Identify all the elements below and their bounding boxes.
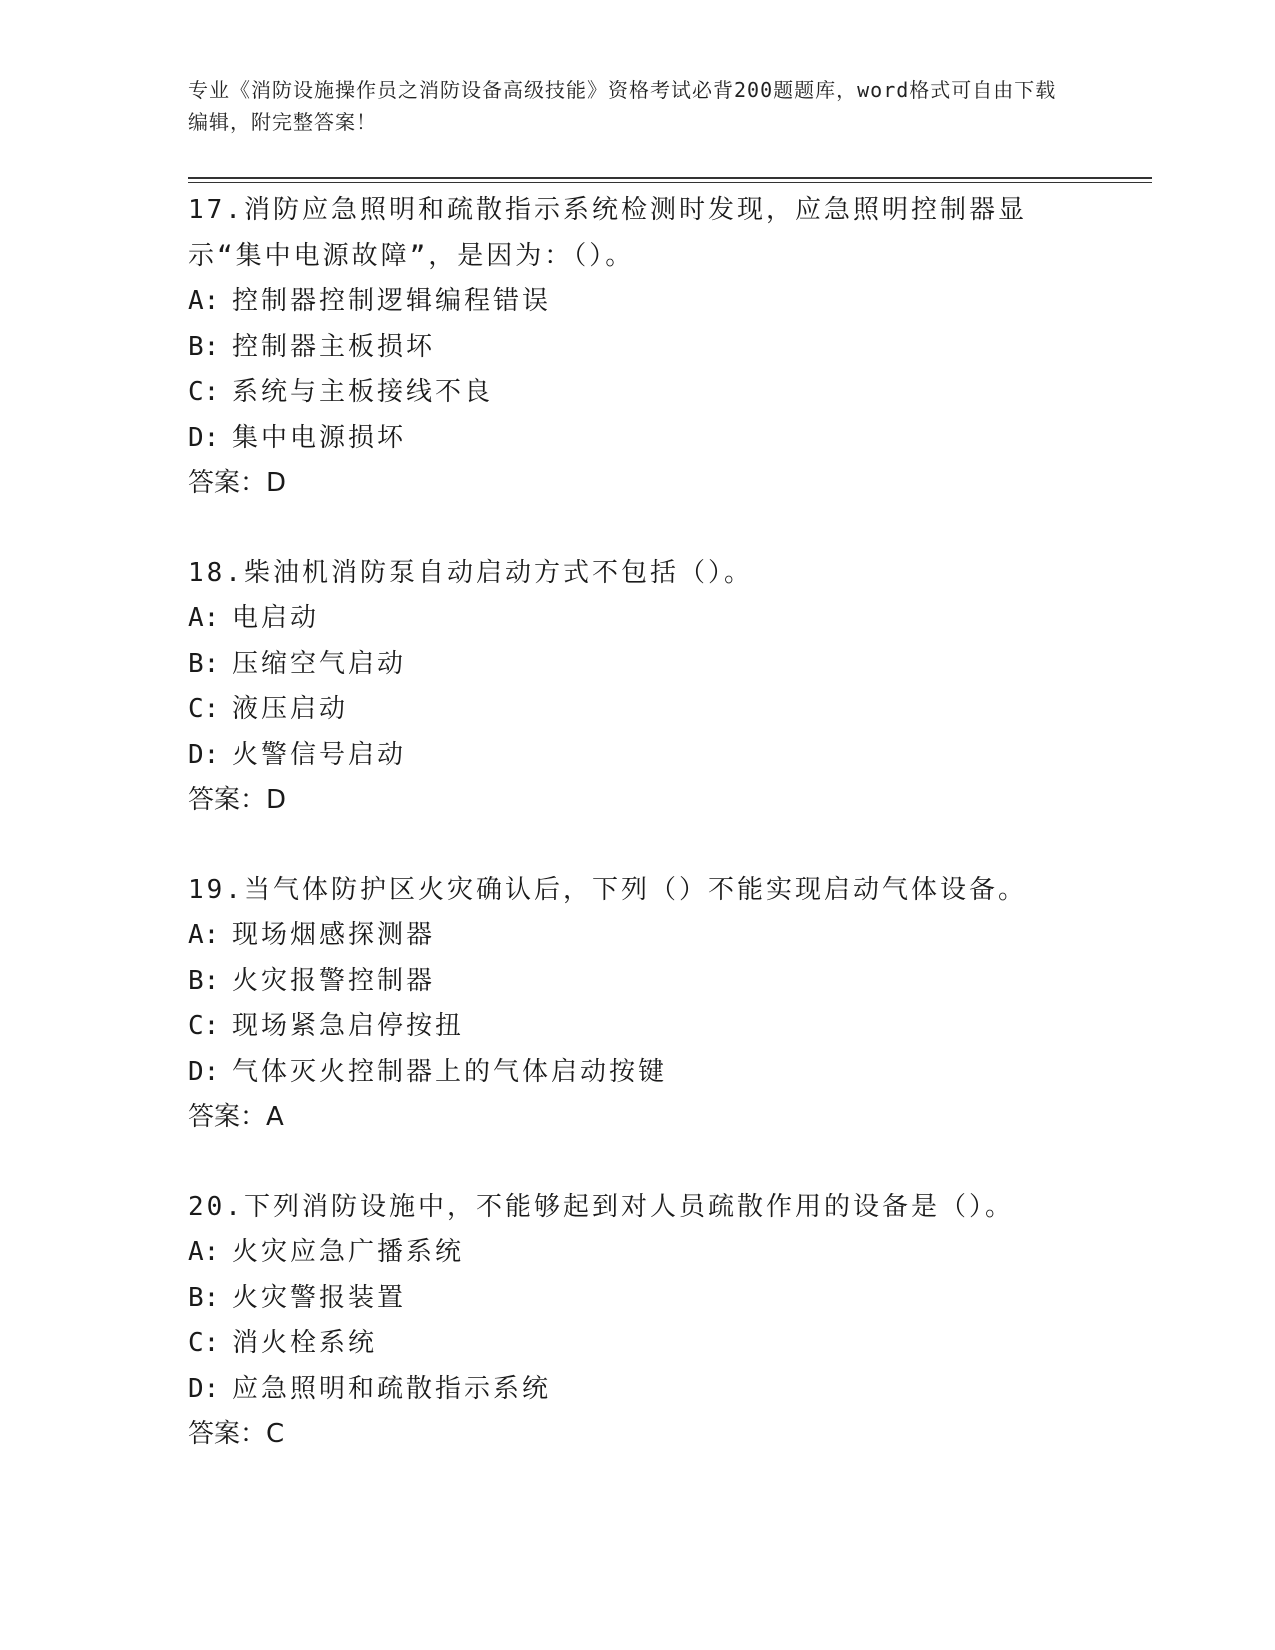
option-text: 火灾警报装置 — [232, 1282, 407, 1313]
option-text: 现场紧急启停按扭 — [232, 1011, 465, 1041]
option-letter: A: — [188, 1237, 220, 1267]
option-b — [188, 1276, 1088, 1322]
option-text: 气体灭火控制器上的气体启动按键 — [232, 1056, 668, 1087]
question-20 — [188, 1185, 1088, 1458]
option-text: 火灾报警控制器 — [232, 965, 436, 996]
question-stem: 20.下列消防设施中，不能够起到对人员疏散作用的设备是（）。 — [188, 1191, 1014, 1222]
question-19 — [188, 868, 1088, 1141]
option-letter: A: — [188, 920, 220, 950]
option-c — [188, 1321, 1088, 1367]
question-stem: 17.消防应急照明和疏散指示系统检测时发现，应急照明控制器显示“集中电源故障”，是因为：（）。 — [188, 195, 1027, 271]
question-stem: 19.当气体防护区火灾确认后，下列（）不能实现启动气体设备。 — [188, 874, 1027, 905]
option-letter: C: — [188, 1328, 220, 1358]
header-divider-thick — [188, 177, 1152, 179]
question-18 — [188, 551, 1088, 824]
document-header: 专业《消防设施操作员之消防设备高级技能》资格考试必背200题题库，word格式可自由下载编辑，附完整答案！ — [188, 78, 1057, 134]
option-letter: C: — [188, 694, 220, 724]
option-text: 电启动 — [232, 603, 320, 633]
option-letter: B: — [188, 965, 220, 996]
option-a — [188, 913, 1088, 959]
option-text: 控制器控制逻辑编程错误 — [232, 286, 552, 316]
option-letter: B: — [188, 648, 220, 679]
option-text: 集中电源损坏 — [232, 422, 407, 453]
option-a — [188, 279, 1088, 325]
answer: 答案：D — [188, 785, 287, 815]
option-letter: B: — [188, 1282, 220, 1313]
option-letter: D: — [188, 739, 220, 770]
answer: 答案：C — [188, 1419, 285, 1449]
option-d — [188, 1050, 1088, 1096]
option-text: 现场烟感探测器 — [232, 920, 436, 950]
header-divider-thin — [188, 182, 1152, 183]
option-a — [188, 1230, 1088, 1276]
option-letter: A: — [188, 286, 220, 316]
option-text: 消火栓系统 — [232, 1328, 378, 1358]
option-a — [188, 596, 1088, 642]
option-letter: D: — [188, 1056, 220, 1087]
option-c — [188, 1004, 1088, 1050]
answer: 答案：A — [188, 1102, 284, 1132]
option-b — [188, 642, 1088, 688]
option-d — [188, 733, 1088, 779]
question-stem: 18.柴油机消防泵自动启动方式不包括（）。 — [188, 557, 753, 588]
option-b — [188, 325, 1088, 371]
option-text: 控制器主板损坏 — [232, 331, 436, 362]
question-list — [188, 188, 1088, 1458]
option-text: 火灾应急广播系统 — [232, 1237, 465, 1267]
option-text: 火警信号启动 — [232, 739, 407, 770]
option-text: 液压启动 — [232, 694, 349, 724]
option-letter: C: — [188, 377, 220, 407]
option-text: 应急照明和疏散指示系统 — [232, 1373, 552, 1404]
option-d — [188, 1367, 1088, 1413]
option-b — [188, 959, 1088, 1005]
option-c — [188, 370, 1088, 416]
option-letter: D: — [188, 1373, 220, 1404]
option-letter: C: — [188, 1011, 220, 1041]
option-text: 压缩空气启动 — [232, 648, 407, 679]
option-letter: D: — [188, 422, 220, 453]
option-c — [188, 687, 1088, 733]
option-letter: B: — [188, 331, 220, 362]
question-17 — [188, 188, 1088, 507]
answer: 答案：D — [188, 468, 287, 498]
option-text: 系统与主板接线不良 — [232, 377, 494, 407]
option-d — [188, 416, 1088, 462]
option-letter: A: — [188, 603, 220, 633]
